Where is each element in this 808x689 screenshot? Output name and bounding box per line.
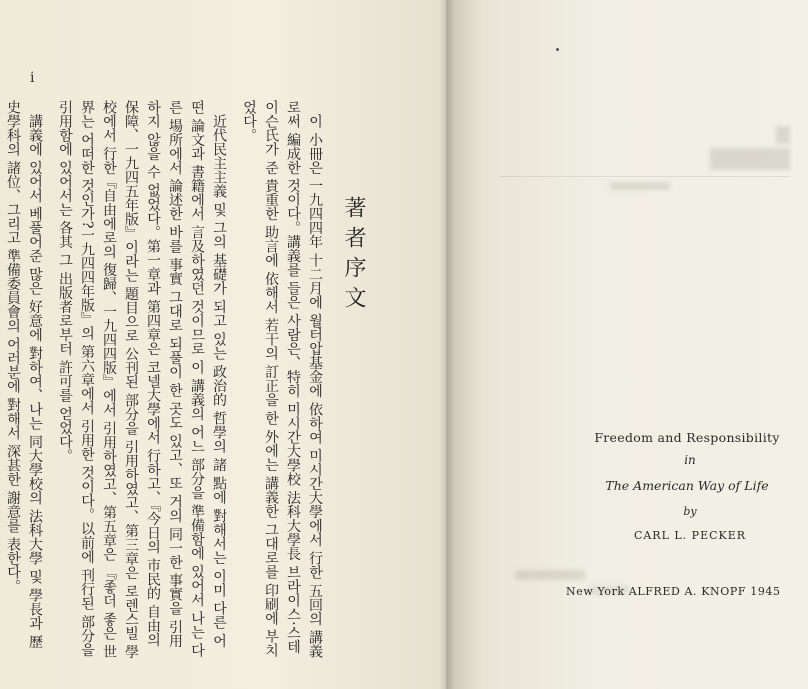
author-name: CARL L. PECKER xyxy=(633,529,747,542)
by-line: by xyxy=(683,505,697,518)
page-number: i xyxy=(30,70,35,86)
preface-paragraph: 講義에 있어서 베풀어준 많은 好意에 對하여、나는 同大學校의 法科大學 및 學長과 歷史學科의 諸位、그리고 準備委員會의 어러분에 對해서 深甚한 謝意를 表한다。 xyxy=(5,100,43,649)
preface-body xyxy=(5,100,326,660)
show-through-mark xyxy=(515,570,585,580)
preface-paragraph: 近代民主主義 및 그의 基礎가 되고 있는 政治的 哲學의 諸 點에 對해서는 이미 다른 어떤 論文과 書籍에서 言及하였던 것이므로 이 講義의 어느 部分을 準備함에 있어서 나는 다른 場所에서 論述한 바를 事實 그대로 되풀이 한 곳도 있고、또 거의 同一한 事實을 引用하지 않을 수 없었다。第一章과 第四章은 코넬大學에서 行하고、『今日의 市民的 自由의 保障、一九四五年版』이라는 題目으로 公刊된 部分을 引用하였고、第三章은 로렌스빌 學校에서 行한『自由에로의 復歸、一九四四版』에서 引用하였고、第五章은 『좋더 좋은 世界는 어떠한 것인가?一九四四年版』의 第六章에서 引用한 것이다。以前에 刊行된 部分을 引用함에 있어서는 各其 그 出版者로부터 許可를 얻었다。 xyxy=(57,100,227,659)
publisher-imprint: New York ALFRED A. KNOPF 1945 xyxy=(566,585,781,598)
book-subtitle: The American Way of Life xyxy=(605,478,769,493)
preface-paragraph: 이 小冊은 一九四四年 十二月에 월터압基金에 依하여 미시간大學에서 行한 五回의 講義로써 編成한 것이다。講義를 들은 사람은、特히 미시간大學校 法科大學長 브라이스·스테이슨氏가 준 貴重한 助言에 依해서 若干의 訂正을 한 外에는 講義한 그대로를 印刷에 부치었다。 xyxy=(241,100,323,659)
book-gutter xyxy=(440,0,454,689)
title-connector: in xyxy=(684,453,696,467)
book-title: Freedom and Responsibility xyxy=(594,430,780,445)
ink-speck xyxy=(556,48,559,51)
preface-title: 著者序文 xyxy=(341,196,366,316)
